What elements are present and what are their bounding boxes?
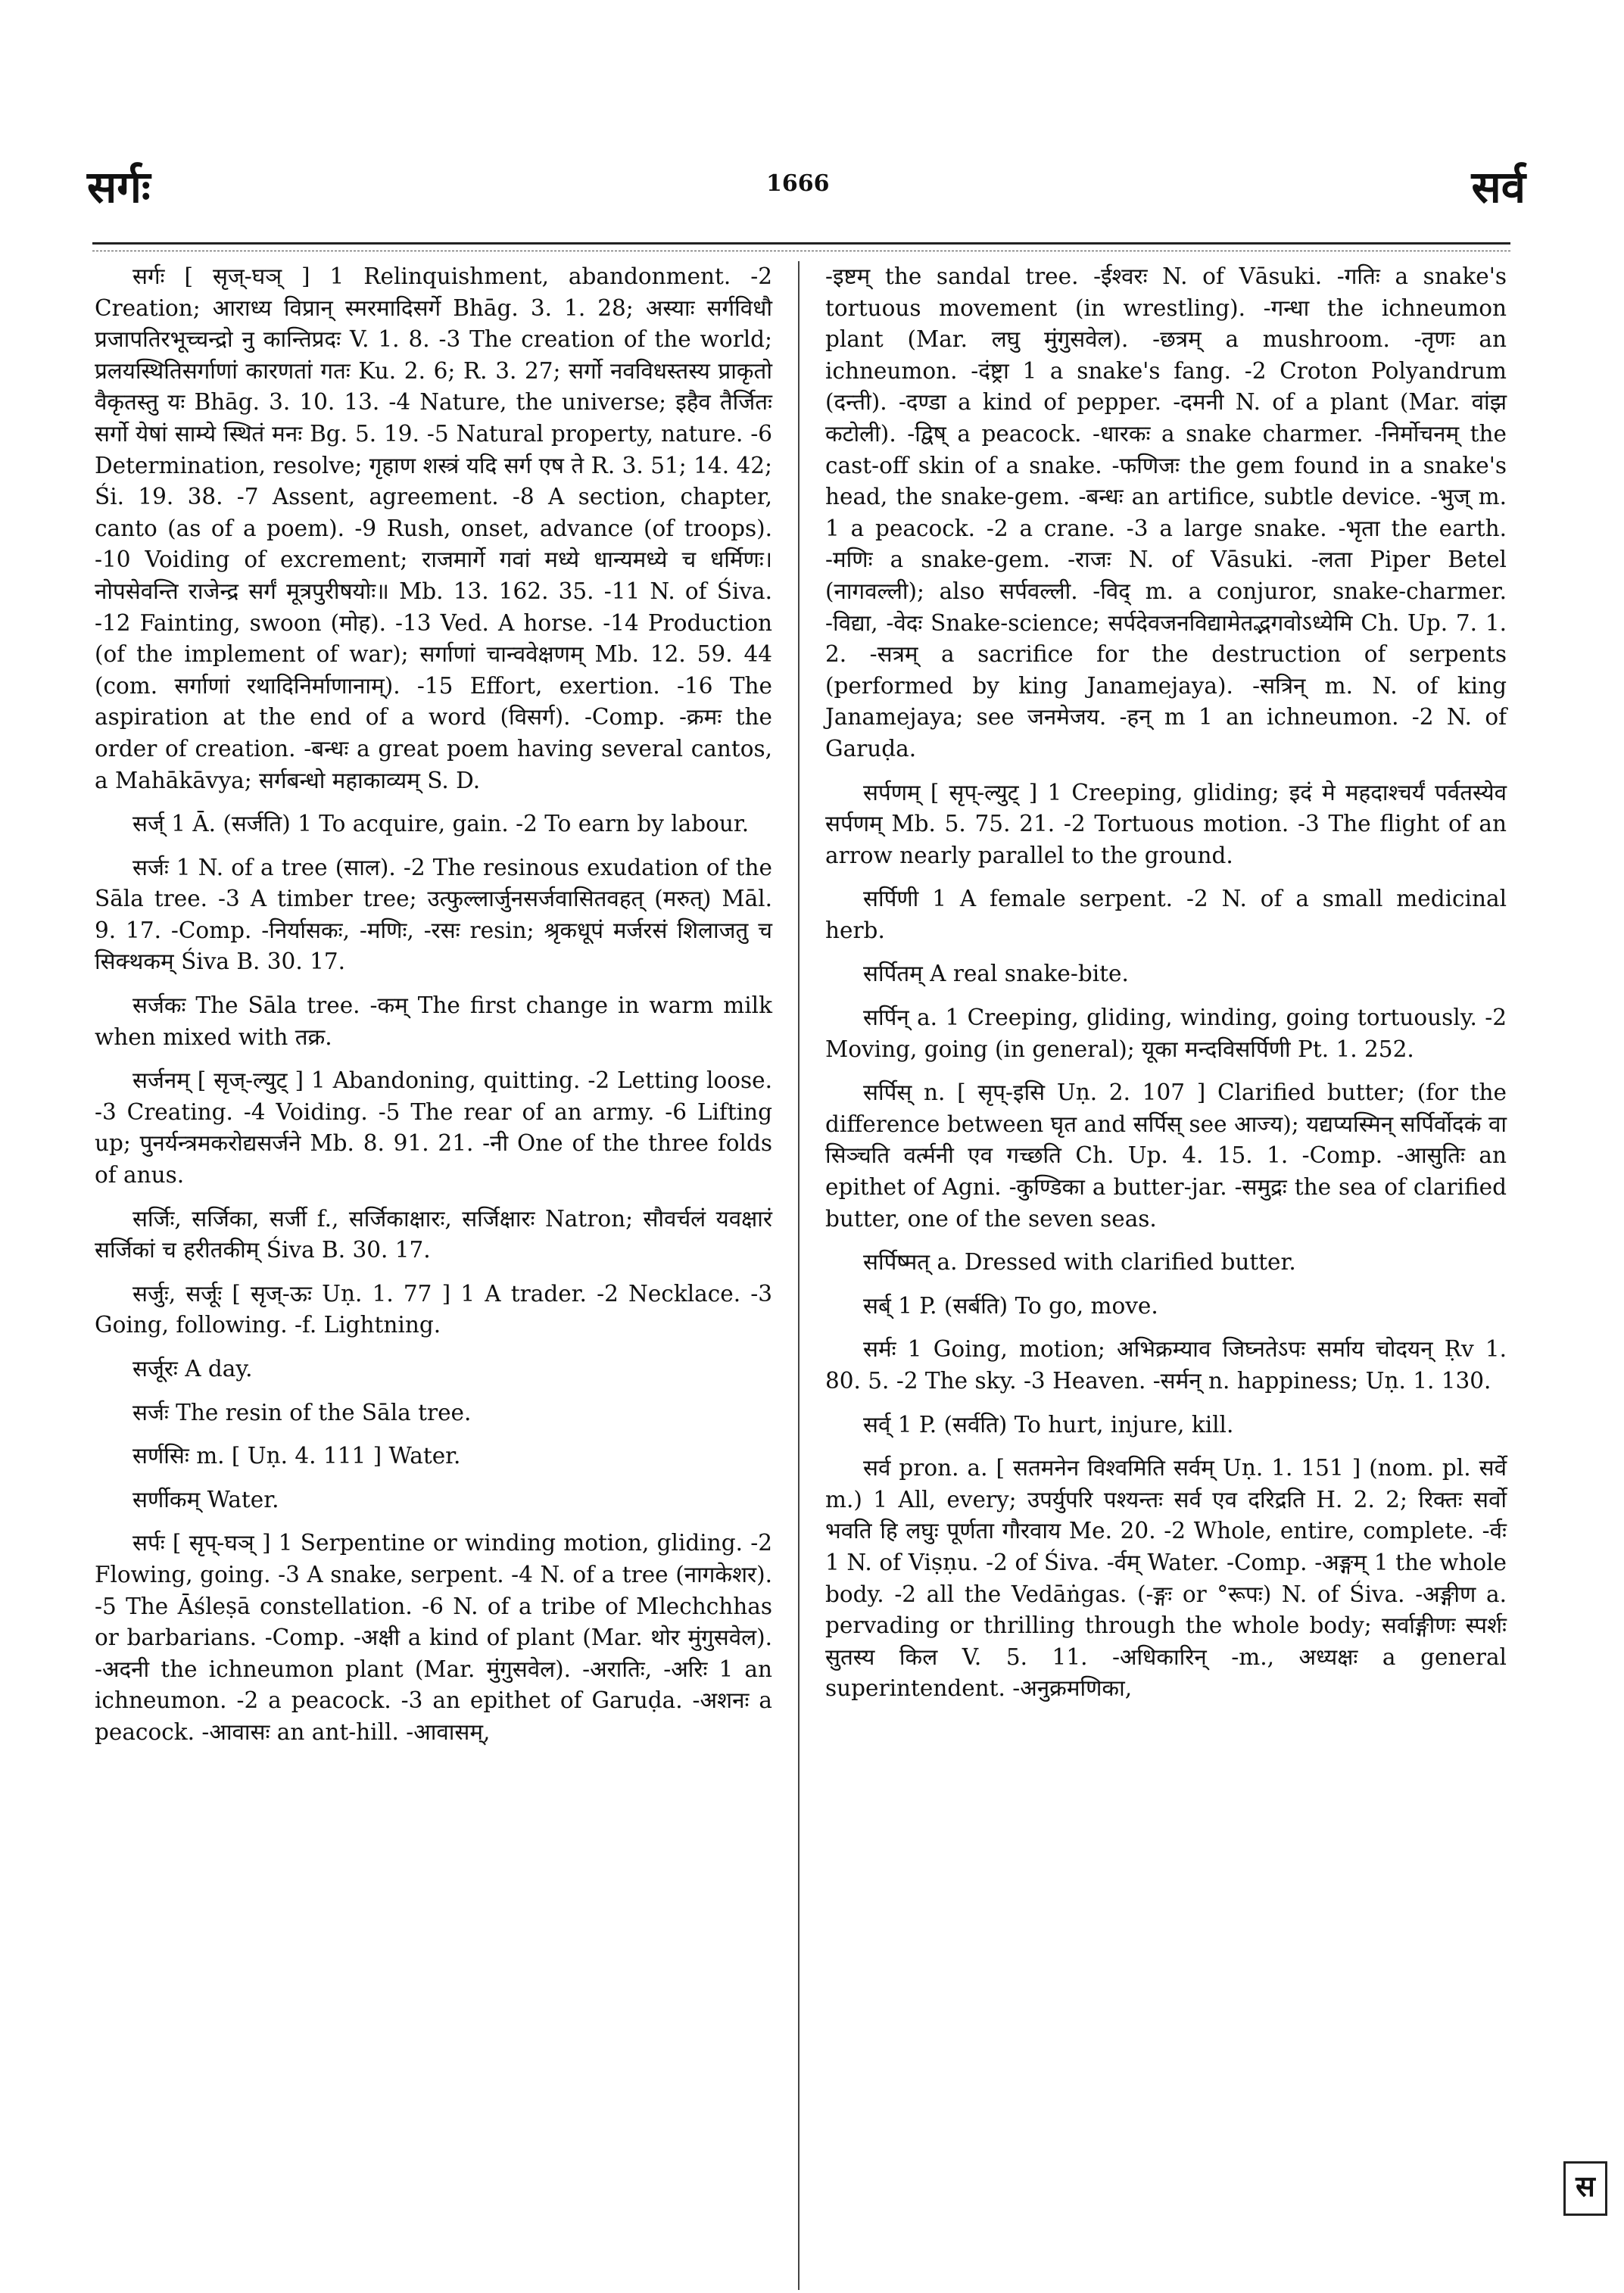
entry-sarju: सर्जुः, सर्जूः [ सृज्-ऊः Uṇ. 1. 77 ] 1 A trader. -2 Necklace. -3 Going, following. -f. Lightning. [95, 1280, 772, 1338]
entry-sarjura: सर्जूरः A day. [132, 1356, 253, 1382]
entry-sarja-resin: सर्जः The resin of the Sāla tree. [132, 1399, 472, 1425]
entry-sarja: सर्जः 1 N. of a tree (साल). -2 The resinous exudation of the Sāla tree. -3 A timber tree; उत्फुल्लार्जुनसर्जवासितवहत् (मरुत्) Māl. 9. 17. -Comp. -निर्यासकः, -मणिः, -रसः resin; श्रृकधूपं मर्जरसं शिलाजतु च सिक्थकम् Śiva B. 30. 17. [95, 854, 772, 975]
entry-sarjana: सर्जनम् [ सृज्-ल्युट् ] 1 Abandoning, quitting. -2 Letting loose. -3 Creating. -4 Voiding. -5 The rear of an army. -6 Lifting up; पुनर्यन्त्रमकरोद्यसर्जने Mb. 8. 91. 21. -नी One of the three folds of anus. [95, 1067, 772, 1189]
right-column [825, 261, 1507, 1717]
left-column [95, 261, 772, 1761]
entry-sarpishmat: सर्पिष्मत् a. Dressed with clarified butter. [863, 1249, 1296, 1276]
entry-sarji: सर्जिः, सर्जिका, सर्जी f., सर्जिकाक्षारः, सर्जिक्षारः Natron; सौवर्चलं यवक्षारं सर्जिकां च हरीतकीम् Śiva B. 30. 17. [95, 1205, 772, 1263]
entry-sarpa-continued: -इष्टम् the sandal tree. -ईश्वरः N. of Vāsuki. -गतिः a snake's tortuous movement (in wrestling). -गन्धा the ichneumon plant (Mar. लघु मुंगुसवेल). -छत्रम् a mushroom. -तृणः an ichneumon. -दंष्ट्रा 1 a snake's fang. -2 Croton Polyandrum (दन्ती). -दण्डा a kind of pepper. -दमनी N. of a plant (Mar. वांझ कटोली). -द्विष् a peacock. -धारकः a snake charmer. -निर्मोचनम् the cast-off skin of a snake. -फणिजः the gem found in a snake's head, the snake-gem. -बन्धः an artifice, subtle device. -भुज् m. 1 a peacock. -2 a crane. -3 a large snake. -भृता the earth. -मणिः a snake-gem. -राजः N. of Vāsuki. -लता Piper Betel (नागवल्ली); also सर्पवल्ली. -विद् m. a conjuror, snake-charmer. -विद्या, -वेदः Snake-science; सर्पदेवजनविद्यामेतद्भगवोऽध्येमि Ch. Up. 7. 1. 2. -सत्रम् a sacrifice for the destruction of serpents (performed by king Janamejaya). -सत्रिन् m. N. of king Janamejaya; see जनमेजय. -हन् m 1 an ichneumon. -2 N. of Garuḍa. [825, 263, 1507, 762]
entry-sarpana: सर्पणम् [ सृप्-ल्युट् ] 1 Creeping, gliding; इदं मे महदाश्चर्यं पर्वतस्येव सर्पणम् Mb. 5. 75. 21. -2 Tortuous motion. -3 The flight of an arrow nearly parallel to the ground. [825, 779, 1507, 868]
entry-sarpa: सर्पः [ सृप्-घञ् ] 1 Serpentine or winding motion, gliding. -2 Flowing, going. -3 A snake, serpent. -4 N. of a tree (नागकेशर). -5 The Āśleṣā constellation. -6 N. of a tribe of Mlechchhas or barbarians. -Comp. -अक्षी a kind of plant (Mar. थोर मुंगुसवेल). -अदनी the ichneumon plant (Mar. मुंगुसवेल). -अरातिः, -अरिः 1 an ichneumon. -2 a peacock. -3 an epithet of Garuḍa. -अशनः a peacock. -आवासः an ant-hill. -आवासम्, [95, 1530, 772, 1745]
entry-sarpis: सर्पिस् n. [ सृप्-इसि Uṇ. 2. 107 ] Clarified butter; (for the difference between घृत and सर्पिस् see आज्य); यद्यप्यस्मिन् सर्पिर्वोदकं वा सिञ्चति वर्त्मनी एव गच्छति Ch. Up. 4. 15. 1. -Comp. -आसुतिः an epithet of Agni. -कुण्डिका a butter-jar. -समुद्रः the sea of clarified butter, one of the seven seas. [825, 1080, 1507, 1232]
entry-sarjaka: सर्जकः The Sāla tree. -कम् The first change in warm milk when mixed with तक्र. [95, 992, 772, 1050]
entry-sarb: सर्ब् 1 P. (सर्बति) To go, move. [863, 1292, 1158, 1319]
entry-sarnika: सर्णीकम् Water. [132, 1486, 279, 1513]
entry-sarma: सर्मः 1 Going, motion; अभिक्रम्याव जिघ्नतेऽपः सर्माय चोदयन् Ṛv 1. 80. 5. -2 The sky. -3 Heaven. -सर्मन् n. happiness; Uṇ. 1. 130. [825, 1336, 1507, 1394]
page-number: 1666 [766, 170, 830, 197]
entry-sarnasi: सर्णसिः m. [ Uṇ. 4. 111 ] Water. [132, 1443, 461, 1469]
entry-sarv: सर्व् 1 P. (सर्वति) To hurt, injure, kill. [863, 1411, 1234, 1438]
entry-sarj: सर्ज् 1 Ā. (सर्जति) 1 To acquire, gain. -2 To earn by labour. [132, 811, 750, 837]
entry-sarpin: सर्पिन् a. 1 Creeping, gliding, winding, going tortuously. -2 Moving, going (in general); यूका मन्दविसर्पिणी Pt. 1. 252. [825, 1005, 1507, 1062]
thumb-index-tab: स [1563, 2161, 1607, 2216]
header-right-guideword: सर्व [1471, 161, 1526, 213]
entry-sarpini: सर्पिणी 1 A female serpent. -2 N. of a small medicinal herb. [825, 886, 1507, 943]
column-divider [798, 261, 800, 2290]
entry-sarpita: सर्पितम् A real snake-bite. [863, 961, 1129, 987]
entry-sarva: सर्व pron. a. [ सतमनेन विश्वमिति सर्वम् Uṇ. 1. 151 ] (nom. pl. सर्वे m.) 1 All, every; उपर्युपरि पश्यन्तः सर्व एव दरिद्रति H. 2. 2; रिक्तः सर्वो भवति हि लघुः पूर्णता गौरवाय Me. 20. -2 Whole, entire, complete. -र्वः 1 N. of Viṣṇu. -2 of Śiva. -र्वम् Water. -Comp. -अङ्गम् 1 the whole body. -2 all the Vedāṅgas. (-ङ्गः or °रूपः) N. of Śiva. -अङ्गीण a. pervading or thrilling through the whole body; सर्वाङ्गीणः स्पर्शः सुतस्य किल V. 5. 11. -अधिकारिन् -m., अध्यक्षः a general superintendent. -अनुक्रमणिका, [825, 1455, 1507, 1702]
header-left-guideword: सर्गः [87, 161, 151, 213]
header-rule [92, 242, 1510, 245]
entry-sarga: सर्गः [ सृज्-घञ् ] 1 Relinquishment, abandonment. -2 Creation; आराध्य विप्रान् स्मरमादिसर्गे Bhāg. 3. 1. 28; अस्याः सर्गविधौ प्रजापतिरभूच्चन्द्रो नु कान्तिप्रदः V. 1. 8. -3 The creation of the world; प्रलयस्थितिसर्गाणां कारणतां गतः Ku. 2. 6; R. 3. 27; सर्गो नवविधस्तस्य प्राकृतो वैकृतस्तु यः Bhāg. 3. 10. 13. -4 Nature, the universe; इहैव तैर्जितः सर्गो येषां साम्ये स्थितं मनः Bg. 5. 19. -5 Natural property, nature. -6 Determination, resolve; गृहाण शस्त्रं यदि सर्ग एष ते R. 3. 51; 14. 42; Śi. 19. 38. -7 Assent, agreement. -8 A section, chapter, canto (as of a poem). -9 Rush, onset, advance (of troops). -10 Voiding of excrement; राजमार्गे गवां मध्ये धान्यमध्ये च धर्मिणः। नोपसेवन्ति राजेन्द्र सर्गं मूत्रपुरीषयोः॥ Mb. 13. 162. 35. -11 N. of Śiva. -12 Fainting, swoon (मोह). -13 Ved. A horse. -14 Production (of the implement of war); सर्गाणां चान्ववेक्षणम् Mb. 12. 59. 44 (com. सर्गाणां रथादिनिर्माणानाम्). -15 Effort, exertion. -16 The aspiration at the end of a word (विसर्ग). -Comp. -क्रमः the order of creation. -बन्धः a great poem having several cantos, a Mahākāvya; सर्गबन्धो महाकाव्यम् S. D. [95, 263, 772, 793]
